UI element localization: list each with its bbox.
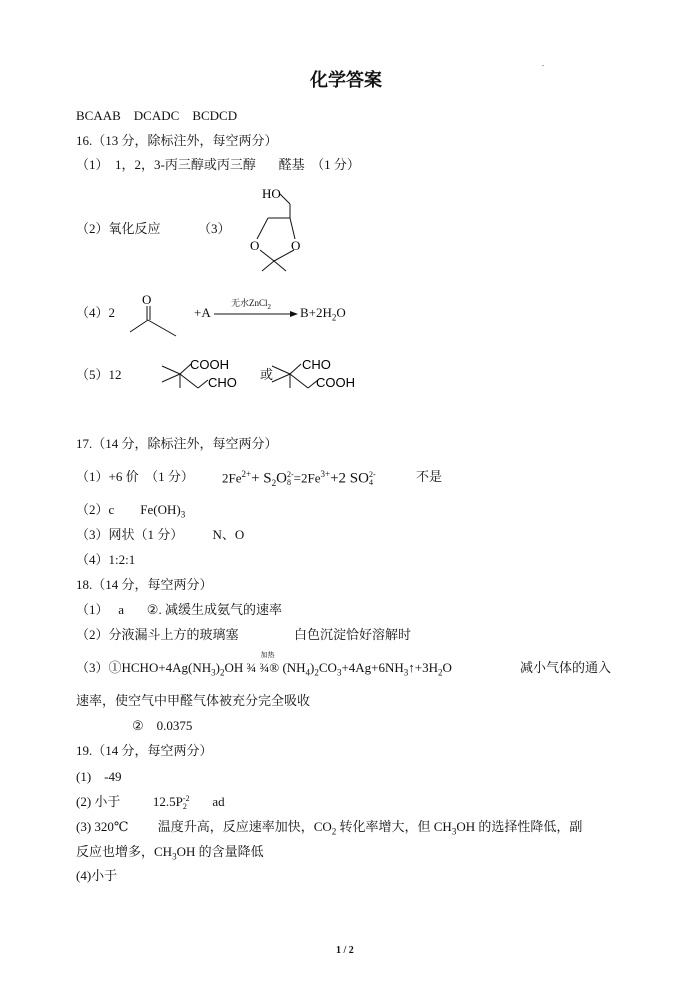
ho-label: HO — [262, 186, 281, 201]
q16-p5-structure-2 — [268, 356, 368, 396]
cho-label: CHO — [208, 375, 237, 390]
q19-part3: (3) 320℃ 温度升高，反应速率加快，$CO_2$ 转化率增大，但 $CH_3OH$ 的选择性降低，副 — [76, 819, 583, 837]
page-number: 1 / 2 — [336, 945, 354, 956]
q17-p1-equation: $2Fe^{2+}+ S_2O$ 2- 8 $=2Fe^{3+}+2$ SO 2- 4 — [222, 469, 376, 488]
q16-part1 — [76, 158, 360, 172]
q19-part1: (1) -49 — [76, 769, 122, 784]
cooh-label: COOH — [190, 357, 229, 372]
q16-header: 16.（13 分，除标注外，每空两分） — [76, 133, 278, 148]
q18-part1: （1） a ②. 减缓生成氨气的速率 — [76, 602, 282, 617]
q18-header: 18.（14 分，每空两分） — [76, 577, 213, 592]
q16-p4-reaction-arrow — [214, 310, 298, 320]
q17-part3: （3）网状（1 分） N、O — [76, 527, 245, 542]
cho-label-2: CHO — [302, 357, 331, 372]
q16-p1-note: （1 分） — [311, 157, 360, 172]
q16-p5-structure-1 — [158, 356, 258, 396]
q16-p2-label: （2）氧化反应 — [76, 221, 161, 236]
q16-p4-acetone-structure — [120, 290, 180, 340]
ring-o-left: O — [250, 238, 260, 253]
ring-o-right: O — [291, 238, 301, 253]
acetone-o: O — [142, 292, 152, 307]
mc-group-3: BCDCD — [192, 108, 238, 123]
q16-p1-answer-a: 1，2，3-丙三醇或丙三醇 — [115, 157, 256, 172]
q18-p3-tail: 减小气体的通入 — [520, 660, 612, 675]
q17-p1-tail: 不是 — [416, 469, 443, 484]
q18-p3-b: ② 0.0375 — [132, 718, 193, 733]
q16-p4-label: （4）2 — [76, 305, 116, 320]
q19-p3-line2: 反应也增多，$CH_3OH$ 的含量降低 — [76, 844, 264, 862]
q17-header: 17.（14 分，除标注外，每空两分） — [76, 436, 278, 451]
q17-part1: （1）+6 价 （1 分） — [76, 469, 194, 484]
q18-p3-line2: 速率，使空气中甲醛气体被充分完全吸收 — [76, 693, 311, 708]
q16-p1-answer-b: 醛基 — [278, 157, 305, 172]
q16-p1-label: （1） — [76, 157, 109, 172]
q16-p4-catalyst: 无水ZnCl$_2$ — [231, 298, 272, 311]
q17-part4: （4）1:2:1 — [76, 552, 136, 567]
q16-p5-label: （5）12 — [76, 367, 122, 382]
page-title: 化学答案 — [310, 70, 382, 91]
q18-p2-answer-b: 白色沉淀恰好溶解时 — [294, 627, 412, 642]
q16-p3-structure — [240, 184, 320, 274]
cooh-label-2: COOH — [316, 375, 355, 390]
dot-mark: . — [542, 59, 544, 68]
q18-part2: （2）分液漏斗上方的玻璃塞 — [76, 627, 239, 642]
q16-p4-product: $B+2H_2O$ — [300, 305, 346, 323]
q19-part4: (4)小于 — [76, 868, 118, 883]
q16-p3-label: （3） — [198, 221, 231, 236]
mc-answers — [76, 109, 237, 123]
q16-p4-plus-a: +A — [194, 305, 211, 320]
q17-part2: （2）c $Fe(OH)_3$ — [76, 502, 186, 520]
mc-group-1: BCAAB — [76, 108, 121, 123]
mc-group-2: DCADC — [133, 108, 180, 123]
q16-p5-or: 或 — [260, 367, 274, 382]
q18-part3: $(3)①HCHO+4Ag(NH_3)_2OH$ 加热 ¾ ¾® $(NH_4)_2CO_3+4Ag+6NH_3↑+3H_2O$ — [76, 651, 452, 678]
q19-part2: (2) 小于 12.5P -2 2 ad — [76, 794, 225, 812]
q19-header: 19.（14 分，每空两分） — [76, 743, 213, 758]
